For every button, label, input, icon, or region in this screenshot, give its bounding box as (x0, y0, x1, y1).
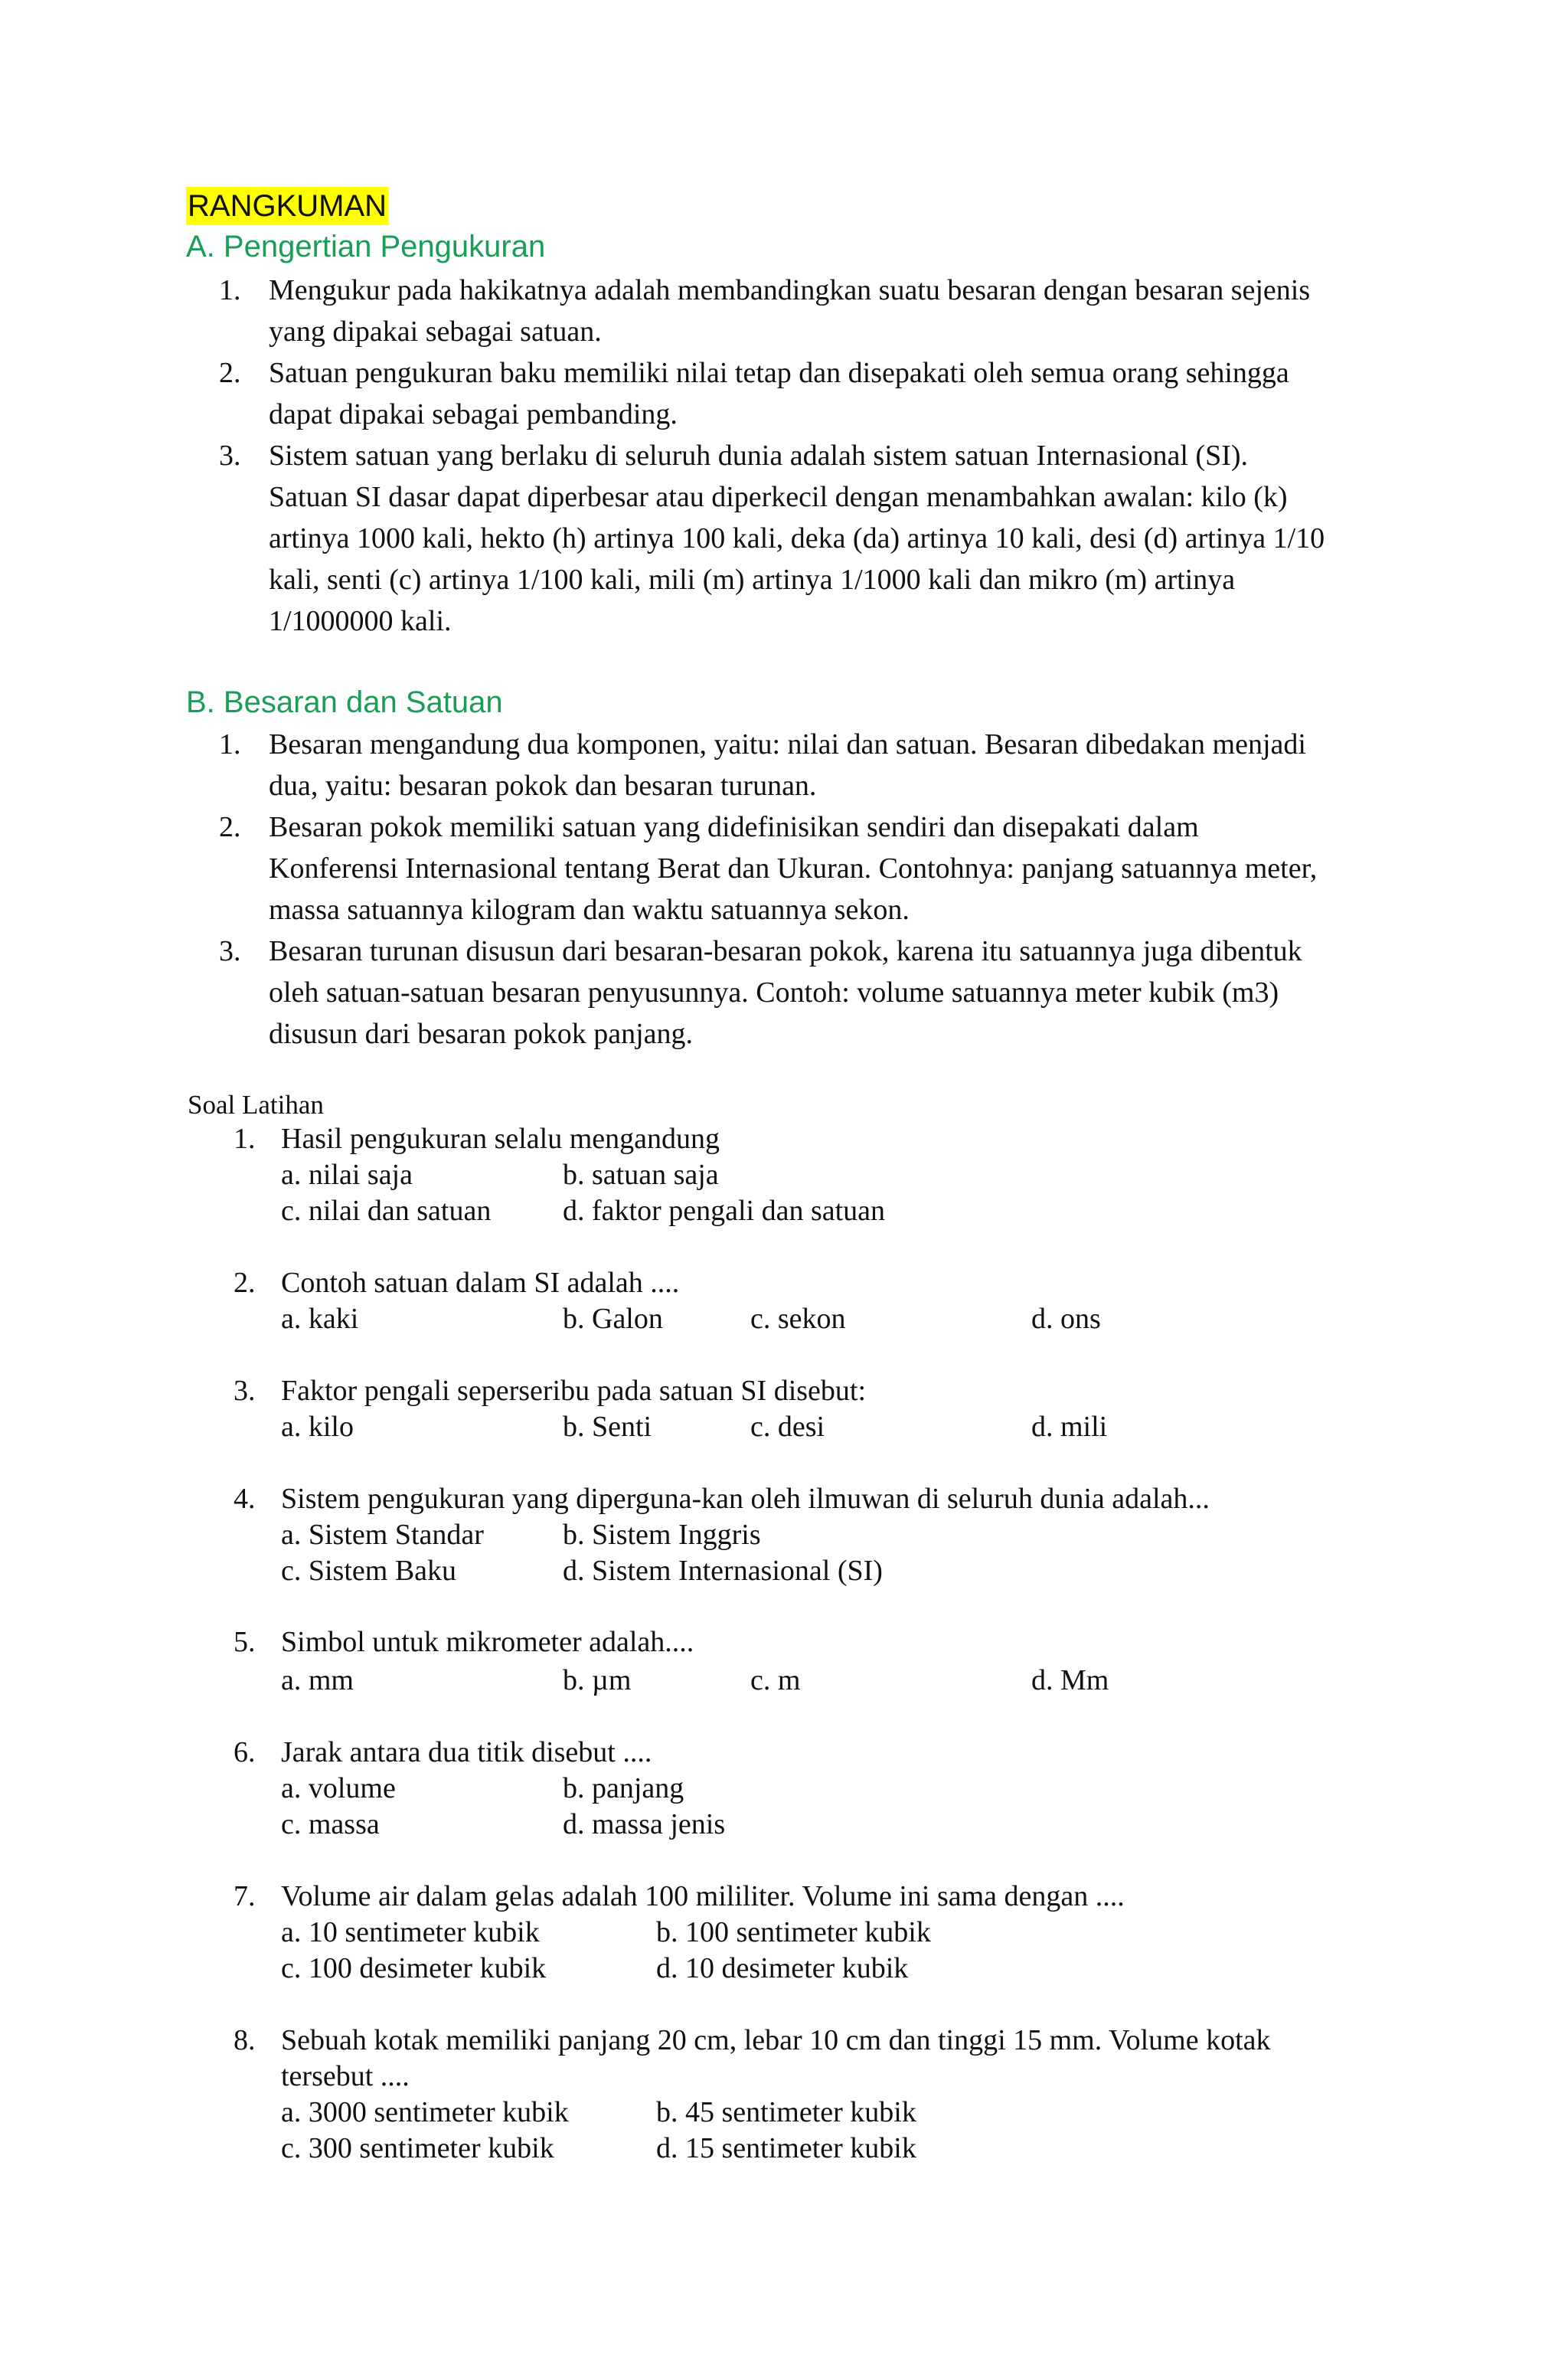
item-text (269, 724, 1417, 806)
question-number: 3. (234, 1375, 256, 1407)
option-b: b. µm (563, 1664, 632, 1696)
option-c: c. 100 desimeter kubik (281, 1952, 547, 1984)
text-line: oleh satuan-satuan besaran penyusunnya. Contoh: volume satuannya meter kubik (m3) (269, 976, 1279, 1009)
option-c: c. desi (750, 1411, 825, 1443)
summary-badge: RANGKUMAN (186, 187, 388, 225)
option-b: b. Galon (563, 1303, 663, 1335)
text-line: kali, senti (c) artinya 1/100 kali, mili (m) artinya 1/1000 kali dan mikro (m) artinya (269, 564, 1236, 596)
option-b: b. 100 sentimeter kubik (656, 1916, 931, 1948)
item-number: 2. (219, 811, 241, 843)
text-line: Besaran turunan disusun dari besaran-besaran pokok, karena itu satuannya juga dibentuk (269, 935, 1302, 967)
text-line: Satuan pengukuran baku memiliki nilai tetap dan disepakati oleh semua orang sehingga (269, 357, 1289, 389)
question-stem: tersebut .... (281, 2060, 410, 2092)
option-c: c. Sistem Baku (281, 1555, 457, 1587)
text-line: artinya 1000 kali, hekto (h) artinya 100 kali, deka (da) artinya 10 kali, desi (d) artinya 1/10 (269, 522, 1325, 554)
question-stem: Sistem pengukuran yang diperguna-kan oleh ilmuwan di seluruh dunia adalah... (281, 1483, 1210, 1515)
option-a: a. kilo (281, 1411, 354, 1443)
item-number: 1. (219, 728, 241, 761)
section-b-heading: B. Besaran dan Satuan (186, 685, 503, 719)
text-line: Sistem satuan yang berlaku di seluruh dunia adalah sistem satuan Internasional (SI). (269, 440, 1249, 472)
text-line: Mengukur pada hakikatnya adalah membandingkan suatu besaran dengan besaran sejenis (269, 274, 1311, 306)
question-stem: Contoh satuan dalam SI adalah .... (281, 1267, 680, 1299)
text-line: Besaran pokok memiliki satuan yang didefinisikan sendiri dan disepakati dalam (269, 811, 1199, 843)
item-number: 1. (219, 274, 241, 306)
option-b: b. satuan saja (563, 1159, 719, 1191)
question-number: 4. (234, 1483, 256, 1515)
item-number: 3. (219, 440, 241, 472)
option-b: b. 45 sentimeter kubik (656, 2096, 916, 2128)
section-a-heading: A. Pengertian Pengukuran (186, 230, 546, 263)
question-stem: Hasil pengukuran selalu mengandung (281, 1123, 720, 1155)
option-c: c. 300 sentimeter kubik (281, 2132, 554, 2164)
option-c: c. sekon (750, 1303, 846, 1335)
item-number: 3. (219, 935, 241, 967)
question-number: 5. (234, 1626, 256, 1658)
option-a: a. 10 sentimeter kubik (281, 1916, 540, 1948)
question-stem: Sebuah kotak memiliki panjang 20 cm, lebar 10 cm dan tinggi 15 mm. Volume kotak (281, 2024, 1271, 2056)
question-number: 6. (234, 1736, 256, 1768)
question-number: 2. (234, 1267, 256, 1299)
item-text (269, 352, 1417, 435)
text-line: dapat dipakai sebagai pembanding. (269, 398, 678, 430)
option-d: d. faktor pengali dan satuan (563, 1195, 886, 1227)
option-d: d. mili (1031, 1411, 1108, 1443)
item-text (269, 931, 1417, 1055)
option-a: a. nilai saja (281, 1159, 413, 1191)
option-a: a. volume (281, 1772, 396, 1804)
text-line: dua, yaitu: besaran pokok dan besaran turunan. (269, 770, 817, 802)
item-number: 2. (219, 357, 241, 389)
question-stem: Faktor pengali seperseribu pada satuan SI disebut: (281, 1375, 867, 1407)
text-line: Konferensi Internasional tentang Berat dan Ukuran. Contohnya: panjang satuannya meter, (269, 852, 1318, 885)
question-number: 7. (234, 1880, 256, 1912)
option-d: d. 15 sentimeter kubik (656, 2132, 916, 2164)
option-d: d. 10 desimeter kubik (656, 1952, 909, 1984)
question-stem: Jarak antara dua titik disebut .... (281, 1736, 652, 1768)
option-a: a. Sistem Standar (281, 1519, 484, 1551)
item-text (269, 270, 1417, 352)
option-b: b. Senti (563, 1411, 652, 1443)
text-line: massa satuannya kilogram dan waktu satuannya sekon. (269, 894, 910, 926)
option-c: c. massa (281, 1808, 380, 1840)
option-d: d. Mm (1031, 1664, 1109, 1696)
text-line: Besaran mengandung dua komponen, yaitu: nilai dan satuan. Besaran dibedakan menjadi (269, 728, 1306, 761)
item-text (269, 435, 1417, 642)
text-line: 1/1000000 kali. (269, 605, 452, 637)
option-c: c. nilai dan satuan (281, 1195, 492, 1227)
option-b: b. panjang (563, 1772, 684, 1804)
item-text (269, 806, 1417, 931)
option-b: b. Sistem Inggris (563, 1519, 761, 1551)
option-a: a. mm (281, 1664, 354, 1696)
option-a: a. 3000 sentimeter kubik (281, 2096, 569, 2128)
question-stem: Simbol untuk mikrometer adalah.... (281, 1626, 694, 1658)
question-stem: Volume air dalam gelas adalah 100 mililiter. Volume ini sama dengan .... (281, 1880, 1125, 1912)
exercise-title: Soal Latihan (188, 1090, 324, 1120)
text-line: Satuan SI dasar dapat diperbesar atau diperkecil dengan menambahkan awalan: kilo (k) (269, 481, 1288, 513)
question-number: 1. (234, 1123, 256, 1155)
option-d: d. ons (1031, 1303, 1101, 1335)
text-line: disusun dari besaran pokok panjang. (269, 1018, 694, 1050)
option-d: d. Sistem Internasional (SI) (563, 1555, 883, 1587)
option-d: d. massa jenis (563, 1808, 726, 1840)
option-a: a. kaki (281, 1303, 359, 1335)
question-number: 8. (234, 2024, 256, 2056)
text-line: yang dipakai sebagai satuan. (269, 316, 602, 348)
option-c: c. m (750, 1664, 801, 1696)
